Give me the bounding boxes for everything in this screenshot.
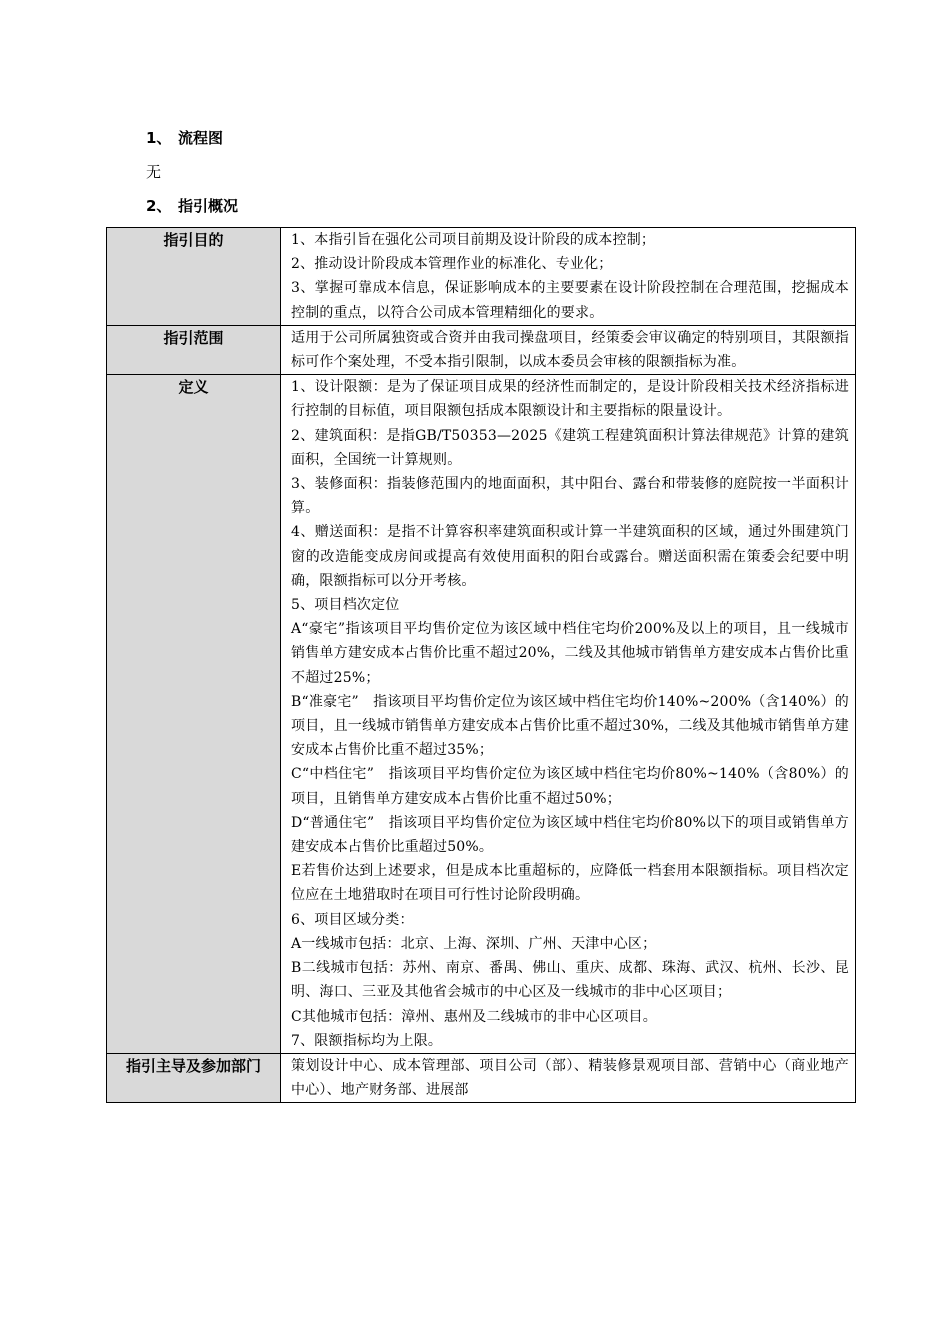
content-line: 5、项目档次定位	[291, 597, 400, 614]
section-body-none: 无	[146, 163, 162, 181]
content-line: 适用于公司所属独资或合资并由我司操盘项目，经策委会审议确定的特别项目，其限额指标可作个案处理，不受本指引限制，以成本委员会审核的限额指标为准。	[291, 329, 849, 371]
row-content	[281, 1053, 856, 1102]
content-line: B“准豪宅” 指该项目平均售价定位为该区域中档住宅均价140%~200%（含140%）的项目，且一线城市销售单方建安成本占售价比重不超过30%，二线及其他城市销售单方建安成本占售价比重不超过35%；	[291, 693, 849, 759]
content-line: E若售价达到上述要求，但是成本比重超标的，应降低一档套用本限额指标。项目档次定位应在土地猎取时在项目可行性讨论阶段明确。	[291, 863, 849, 904]
row-label: 指引目的	[107, 228, 281, 326]
section-number: 1、	[146, 129, 172, 147]
row-content	[281, 228, 856, 326]
table-row-scope	[107, 325, 856, 374]
table-row-departments	[107, 1053, 856, 1102]
content-line: 3、装修面积：指装修范围内的地面面积，其中阳台、露台和带装修的庭院按一半面积计算。	[291, 476, 849, 517]
table-row-purpose	[107, 228, 856, 326]
section-heading-flowchart	[146, 128, 223, 148]
section-number: 2、	[146, 197, 172, 215]
content-line: 1、设计限额：是为了保证项目成果的经济性而制定的，是设计阶段相关技术经济指标进行控制的目标值，项目限额包括成本限额设计和主要指标的限量设计。	[291, 379, 849, 420]
row-content	[281, 375, 856, 1054]
content-line: 4、赠送面积：是指不计算容积率建筑面积或计算一半建筑面积的区域，通过外围建筑门窗的改造能变成房间或提高有效使用面积的阳台或露台。赠送面积需在策委会纪要中明确，限额指标可以分开考核。	[291, 524, 849, 589]
row-content	[281, 325, 856, 374]
section-title: 指引概况	[178, 197, 239, 215]
row-label: 定义	[107, 375, 281, 1054]
content-line: 6、项目区域分类：	[291, 911, 414, 928]
section-title: 流程图	[178, 129, 224, 147]
section-heading-overview	[146, 196, 238, 216]
guide-overview-table	[106, 227, 856, 1103]
content-line: D“普通住宅” 指该项目平均售价定位为该区域中档住宅均价80%以下的项目或销售单方建安成本占售价比重超过50%。	[291, 814, 849, 856]
content-line: 7、限额指标均为上限。	[291, 1032, 443, 1049]
row-label: 指引范围	[107, 325, 281, 374]
content-line: 1、本指引旨在强化公司项目前期及设计阶段的成本控制；	[291, 232, 656, 248]
content-line: 策划设计中心、成本管理部、项目公司（部）、精装修景观项目部、营销中心（商业地产中心）、地产财务部、进展部	[291, 1057, 849, 1099]
content-line: A“豪宅”指该项目平均售价定位为该区域中档住宅均价200%及以上的项目，且一线城市销售单方建安成本占售价比重不超过20%，二线及其他城市销售单方建安成本占售价比重不超过25%；	[291, 621, 849, 686]
content-line: C其他城市包括：漳州、惠州及二线城市的非中心区项目。	[291, 1008, 657, 1025]
content-line: 2、建筑面积：是指GB/T50353—2025《建筑工程建筑面积计算法律规范》计算的建筑面积，全国统一计算规则。	[291, 427, 849, 468]
content-line: A一线城市包括：北京、上海、深圳、广州、天津中心区；	[291, 935, 657, 952]
row-label: 指引主导及参加部门	[107, 1053, 281, 1102]
table-row-definitions	[107, 375, 856, 1054]
content-line: B二线城市包括：苏州、南京、番禺、佛山、重庆、成都、珠海、武汉、杭州、长沙、昆明、海口、三亚及其他省会城市的中心区及一线城市的非中心区项目；	[291, 960, 849, 1001]
content-line: 2、推动设计阶段成本管理作业的标准化、专业化；	[291, 256, 613, 273]
content-line: 3、掌握可靠成本信息，保证影响成本的主要要素在设计阶段控制在合理范围，挖掘成本控制的重点，以符合公司成本管理精细化的要求。	[291, 280, 849, 321]
content-line: C“中档住宅” 指该项目平均售价定位为该区域中档住宅均价80%~140%（含80%）的项目，且销售单方建安成本占售价比重不超过50%；	[291, 766, 849, 807]
